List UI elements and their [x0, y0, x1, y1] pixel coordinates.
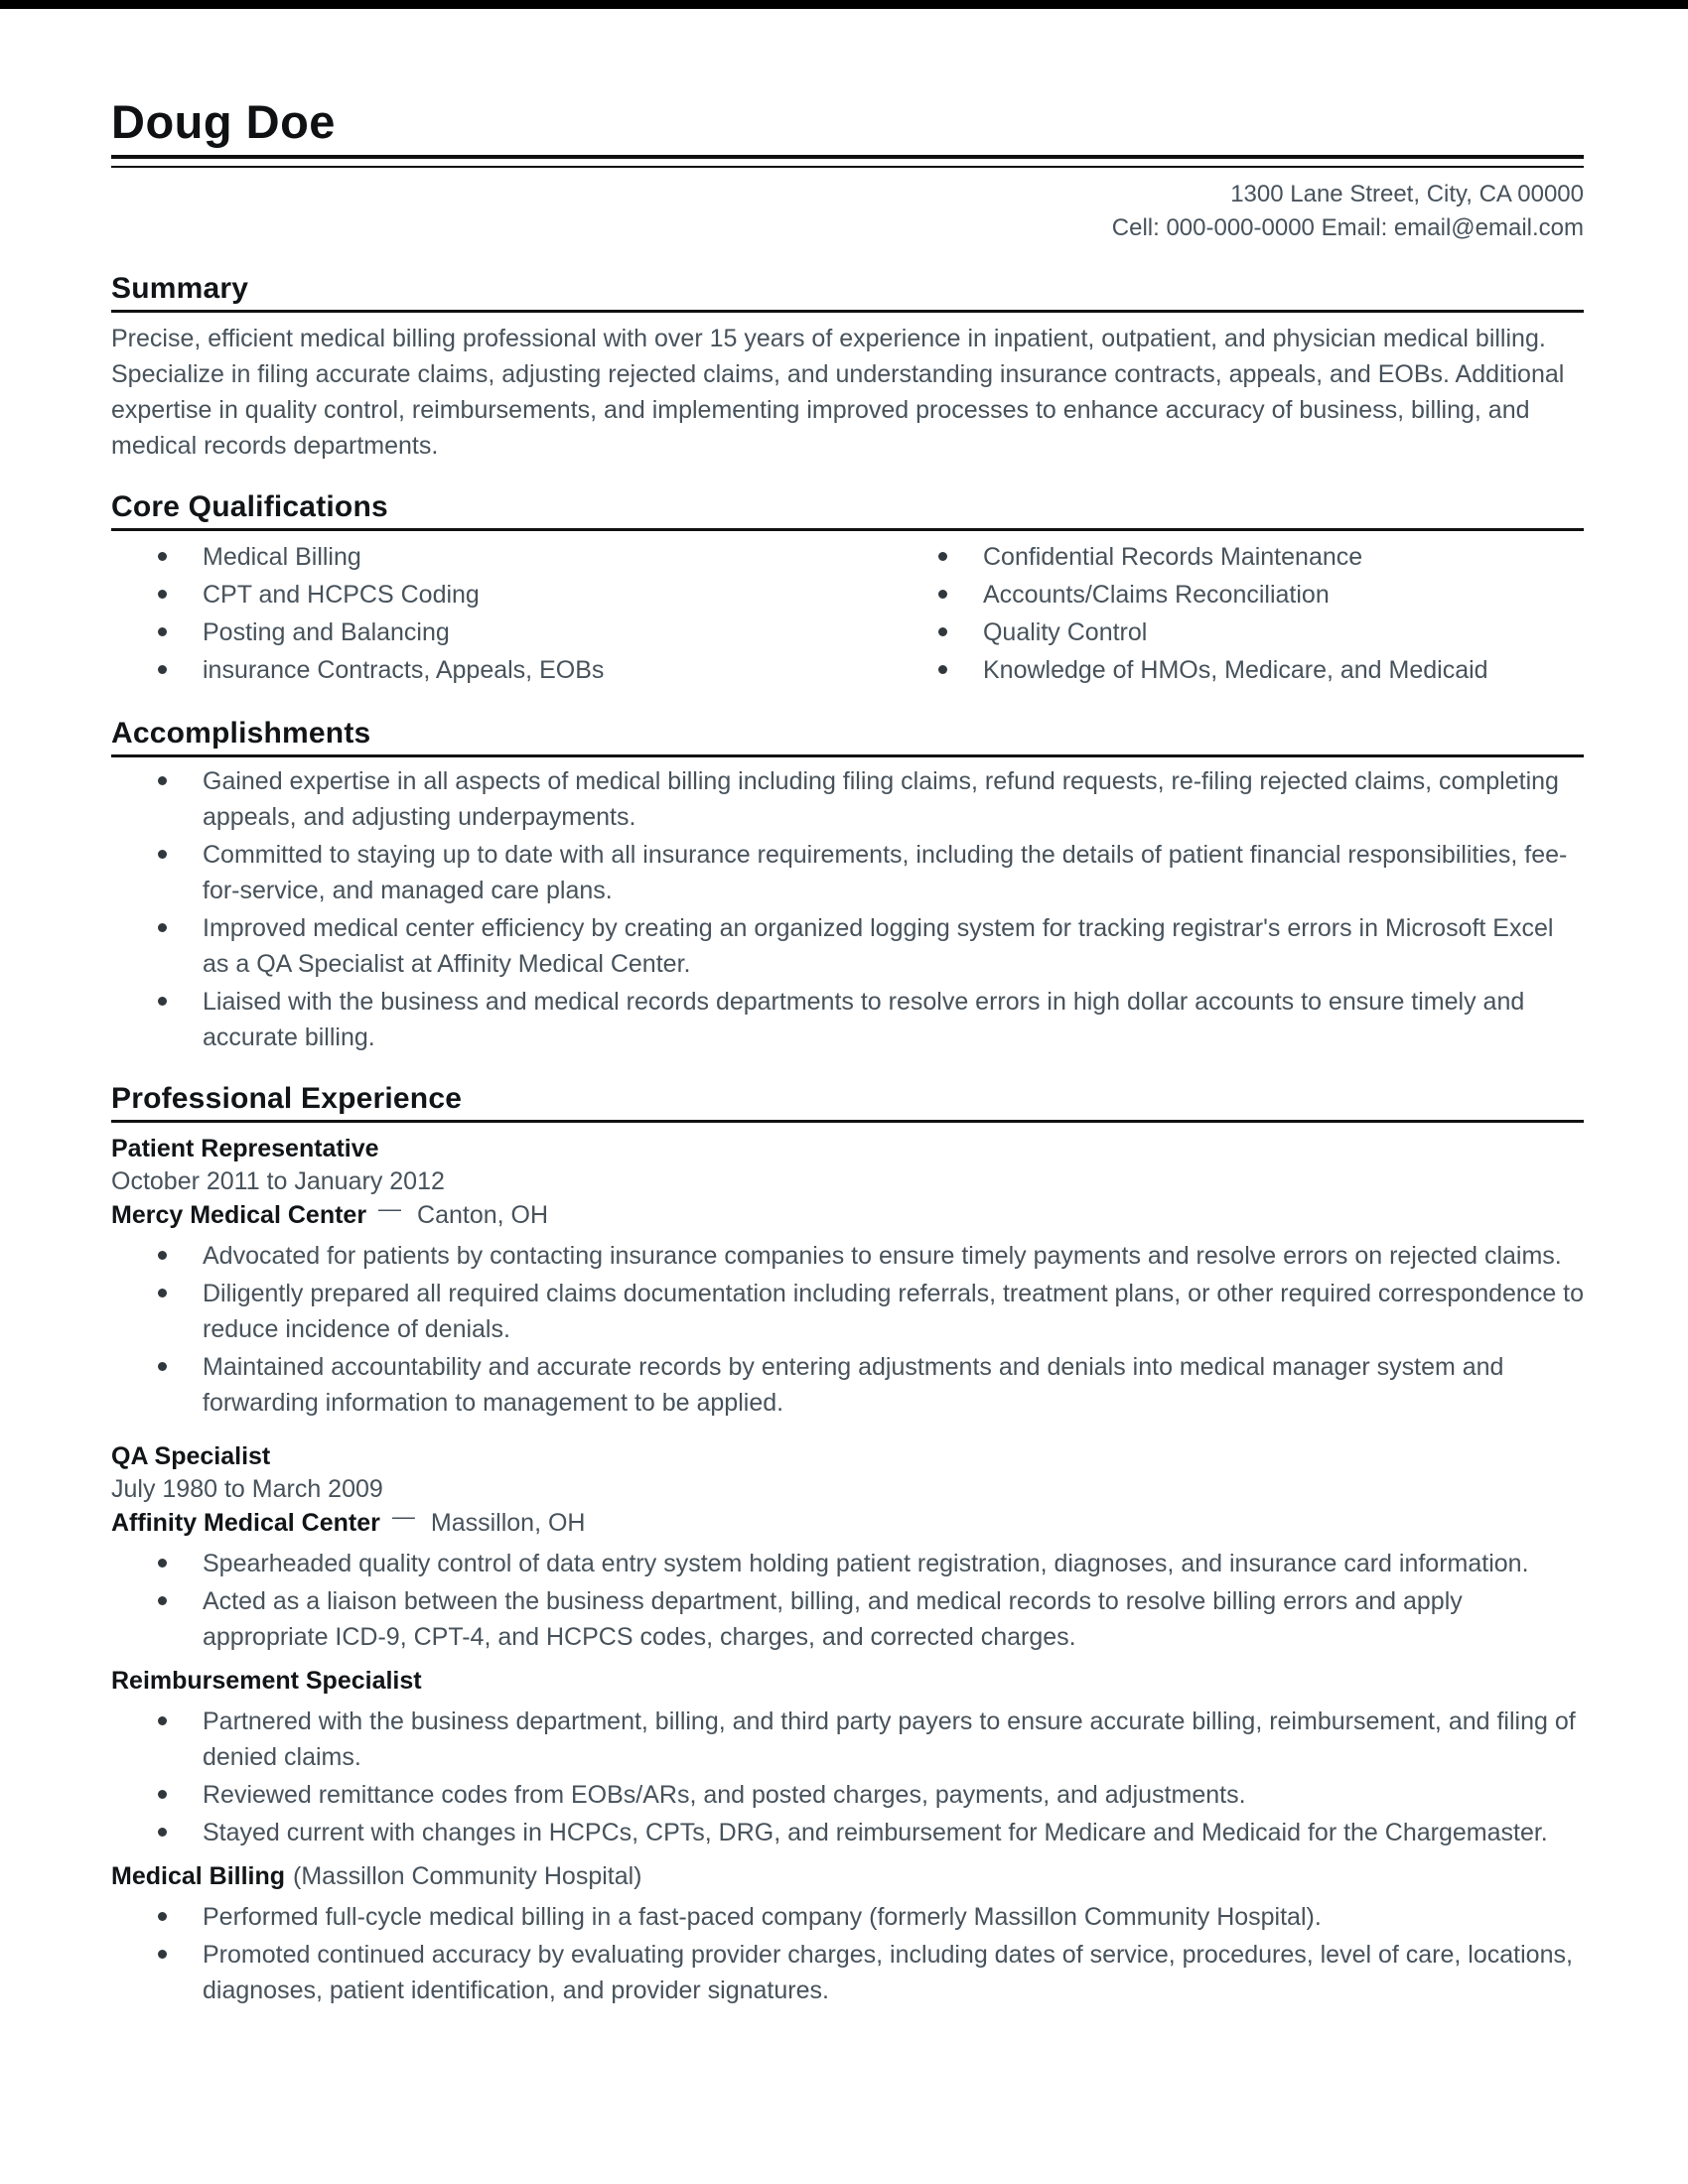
core-qualifications-section	[111, 489, 1584, 690]
contact-info	[111, 178, 1584, 245]
page-title: Doug Doe	[111, 95, 336, 148]
company-location-separator: —	[391, 1503, 415, 1529]
job-bullet-item: Partnered with the business department, billing, and third party payers to ensure accurate billing, reimbursement, and filing of denied claims.	[111, 1704, 1584, 1775]
company-location-separator: —	[378, 1195, 402, 1221]
summary-heading: Summary	[111, 271, 1584, 313]
contact-address: 1300 Lane Street, City, CA 00000	[1230, 181, 1584, 207]
qualification-item: Knowledge of HMOs, Medicare, and Medicaid	[892, 652, 1584, 688]
qualification-item: Medical Billing	[111, 539, 892, 575]
job-bullet-list	[111, 1238, 1584, 1421]
core-qualifications-heading: Core Qualifications	[111, 489, 1584, 531]
accomplishments-section	[111, 716, 1584, 1055]
qualification-item: Confidential Records Maintenance	[892, 539, 1584, 575]
accomplishment-item: Liaised with the business and medical records departments to resolve errors in high dollar accounts to ensure timely and accurate billing.	[111, 984, 1584, 1055]
job-bullet-item: Performed full-cycle medical billing in a fast-paced company (formerly Massillon Community Hospital).	[111, 1899, 1584, 1935]
job-bullet-item: Acted as a liaison between the business department, billing, and medical records to resolve billing errors and apply appropriate ICD-9, CPT-4, and HCPCS codes, charges, and corrected charges.	[111, 1583, 1584, 1655]
job-company-line	[111, 1503, 1584, 1540]
job-bullet-item: Spearheaded quality control of data entry system holding patient registration, diagnoses, and insurance card information.	[111, 1546, 1584, 1581]
qualification-item: insurance Contracts, Appeals, EOBs	[111, 652, 892, 688]
job-dates: October 2011 to January 2012	[111, 1167, 445, 1195]
job-dates: July 1980 to March 2009	[111, 1475, 383, 1503]
job-title-suffix: (Massillon Community Hospital)	[293, 1862, 642, 1890]
company-name: Affinity Medical Center	[111, 1509, 380, 1537]
qualification-item: Quality Control	[892, 614, 1584, 650]
job-entry-qa-specialist	[111, 1440, 1584, 1655]
job-bullet-item: Advocated for patients by contacting insurance companies to ensure timely payments and resolve errors on rejected claims.	[111, 1238, 1584, 1274]
job-bullet-item: Diligently prepared all required claims documentation including referrals, treatment plans, or other required correspondence to reduce incidence of denials.	[111, 1276, 1584, 1347]
company-location: Massillon, OH	[430, 1509, 586, 1537]
job-title: Reimbursement Specialist	[111, 1667, 422, 1695]
job-bullet-list	[111, 1704, 1584, 1850]
job-title: QA Specialist	[111, 1442, 271, 1470]
job-company-line	[111, 1195, 1584, 1232]
qualification-item: CPT and HCPCS Coding	[111, 577, 892, 613]
accomplishment-item: Committed to staying up to date with all insurance requirements, including the details of patient financial responsibilities, fee-for-service, and managed care plans.	[111, 837, 1584, 908]
core-qualifications-left-list	[111, 539, 892, 690]
company-location: Canton, OH	[417, 1201, 549, 1229]
job-entry-reimbursement-specialist	[111, 1665, 1584, 1850]
accomplishments-list	[111, 763, 1584, 1055]
summary-text: Precise, efficient medical billing professional with over 15 years of experience in inpatient, outpatient, and physician medical billing. Specialize in filing accurate claims, adjusting rejected claims, and understanding insurance contracts, appeals, and EOBs. Additional expertise in quality control, reimbursements, and implementing improved processes to enhance accuracy of business, billing, and medical records departments.	[111, 325, 1565, 460]
resume-page	[0, 9, 1688, 2008]
qualification-item: Accounts/Claims Reconciliation	[892, 577, 1584, 613]
name-divider	[111, 155, 1584, 168]
contact-phone-email: Cell: 000-000-0000 Email: email@email.com	[1111, 214, 1584, 241]
experience-heading: Professional Experience	[111, 1081, 1584, 1123]
job-bullet-list	[111, 1899, 1584, 2008]
job-title: Patient Representative	[111, 1135, 379, 1162]
core-qualifications-columns	[111, 533, 1584, 690]
job-title	[111, 1860, 1584, 1893]
job-bullet-item: Maintained accountability and accurate records by entering adjustments and denials into medical manager system and forwarding information to management to be applied.	[111, 1349, 1584, 1421]
company-name: Mercy Medical Center	[111, 1201, 367, 1229]
job-bullet-item: Promoted continued accuracy by evaluating provider charges, including dates of service, procedures, level of care, locations, diagnoses, patient identification, and provider signatures.	[111, 1937, 1584, 2008]
job-bullet-item: Reviewed remittance codes from EOBs/ARs, and posted charges, payments, and adjustments.	[111, 1777, 1584, 1813]
page-top-border	[0, 0, 1688, 9]
accomplishment-item: Gained expertise in all aspects of medical billing including filing claims, refund requests, re-filing rejected claims, completing appeals, and adjusting underpayments.	[111, 763, 1584, 835]
job-bullet-item: Stayed current with changes in HCPCs, CPTs, DRG, and reimbursement for Medicare and Medicaid for the Chargemaster.	[111, 1815, 1584, 1850]
experience-section	[111, 1081, 1584, 2008]
accomplishments-heading: Accomplishments	[111, 716, 1584, 757]
summary-section	[111, 271, 1584, 464]
job-title-text: Medical Billing	[111, 1862, 286, 1890]
core-qualifications-right-list	[892, 539, 1584, 690]
accomplishment-item: Improved medical center efficiency by creating an organized logging system for tracking registrar's errors in Microsoft Excel as a QA Specialist at Affinity Medical Center.	[111, 910, 1584, 982]
qualification-item: Posting and Balancing	[111, 614, 892, 650]
job-bullet-list	[111, 1546, 1584, 1655]
job-entry-patient-representative	[111, 1133, 1584, 1421]
job-entry-medical-billing	[111, 1860, 1584, 2008]
